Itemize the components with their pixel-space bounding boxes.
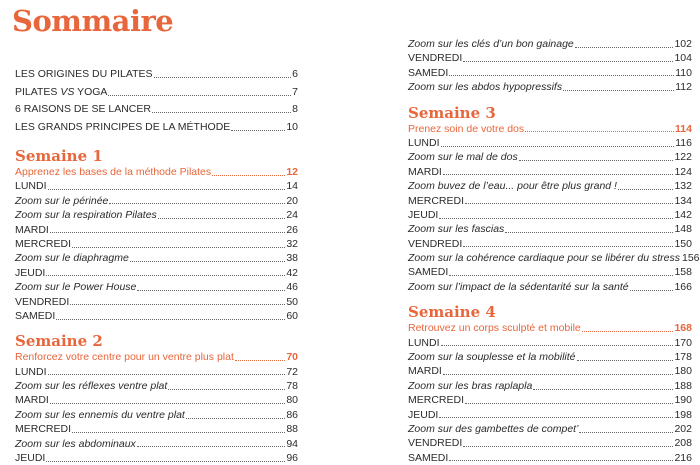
toc-left-column xyxy=(15,66,298,465)
toc-entry-label: JEUDI xyxy=(408,208,439,221)
intro-list xyxy=(15,66,298,136)
toc-entry[interactable] xyxy=(15,422,298,436)
dot-leader xyxy=(70,304,285,305)
toc-entry-label: Zoom sur les clés d’un bon gainage xyxy=(408,38,574,50)
week-title: Semaine 3 xyxy=(408,103,496,122)
dot-leader xyxy=(465,403,673,404)
toc-entry-page: 124 xyxy=(674,165,692,178)
dot-leader xyxy=(137,446,286,447)
week-2-continued xyxy=(408,37,692,95)
toc-entry[interactable] xyxy=(15,208,298,222)
toc-entry[interactable] xyxy=(408,51,692,65)
toc-entry-label: MERCREDI xyxy=(408,194,465,207)
toc-entry-page: 50 xyxy=(286,295,298,308)
toc-entry-page: 104 xyxy=(674,52,692,65)
toc-entry[interactable] xyxy=(15,266,298,280)
week-3-section xyxy=(408,103,700,295)
toc-entry-page: 38 xyxy=(286,252,298,265)
dot-leader xyxy=(439,218,673,219)
dot-leader xyxy=(575,47,674,48)
toc-entry-label: MARDI xyxy=(15,394,49,407)
toc-entry-page: 188 xyxy=(674,379,692,392)
toc-entry-label: JEUDI xyxy=(408,408,439,421)
toc-entry-page: 158 xyxy=(674,266,692,279)
dot-leader xyxy=(449,75,674,76)
toc-entry-label: SAMEDI xyxy=(15,309,56,322)
toc-entry-page: 32 xyxy=(286,237,298,250)
toc-entry-label: MERCREDI xyxy=(408,394,465,407)
toc-entry-page: 180 xyxy=(674,365,692,378)
dot-leader xyxy=(231,130,285,131)
toc-entry-page: 24 xyxy=(286,209,298,222)
dot-leader xyxy=(46,275,285,276)
toc-entry[interactable] xyxy=(408,150,692,164)
toc-entry-page: 208 xyxy=(674,437,692,450)
toc-entry[interactable] xyxy=(408,179,692,193)
week-subtitle-page: 12 xyxy=(286,166,298,178)
toc-entry-page: 88 xyxy=(286,423,298,436)
week-subtitle-label: Renforcez votre centre pour un ventre plus plat xyxy=(15,351,234,364)
toc-entry[interactable] xyxy=(408,436,692,450)
toc-entry[interactable] xyxy=(408,165,692,179)
toc-entry-page: 142 xyxy=(674,208,692,221)
page-title: Sommaire xyxy=(12,4,174,38)
toc-entry-page: 80 xyxy=(286,394,298,407)
toc-entry-label: Zoom sur la souplesse et la mobilité xyxy=(408,351,576,364)
dot-leader xyxy=(152,112,291,113)
dot-leader xyxy=(46,461,285,462)
dot-leader xyxy=(439,417,673,418)
toc-entry[interactable] xyxy=(408,66,692,80)
toc-entry[interactable] xyxy=(15,393,298,407)
dot-leader xyxy=(235,360,285,361)
week-4-section xyxy=(408,304,692,465)
toc-entry[interactable] xyxy=(408,364,692,378)
toc-entry-label: Zoom sur le diaphragme xyxy=(15,252,129,265)
toc-entry-label: 6 RAISONS DE SE LANCER xyxy=(15,103,151,115)
toc-entry-page: 72 xyxy=(286,365,298,378)
toc-entry-label: Zoom sur les fascias xyxy=(408,223,505,236)
week-subtitle-page: 168 xyxy=(674,322,692,335)
week-subtitle-page: 70 xyxy=(286,351,298,364)
toc-entry[interactable] xyxy=(408,280,692,294)
toc-entry-label: Zoom sur les abdominaux xyxy=(15,437,136,450)
toc-entry-page: 10 xyxy=(286,120,298,133)
week-subtitle-label: Apprenez les bases de la méthode Pilates xyxy=(15,166,212,178)
toc-entry-page: 198 xyxy=(674,408,692,421)
toc-entry[interactable] xyxy=(15,66,298,84)
week-subtitle[interactable] xyxy=(408,321,692,335)
toc-entry[interactable] xyxy=(408,379,692,393)
toc-entry[interactable] xyxy=(15,119,298,137)
toc-entry-label: PILATES VS YOGA xyxy=(15,85,108,98)
toc-entry-page: 122 xyxy=(674,151,692,164)
toc-entry-page: 116 xyxy=(675,136,692,149)
dot-leader xyxy=(525,131,674,132)
week-1-section xyxy=(15,148,298,323)
toc-entry-page: 110 xyxy=(675,66,692,79)
dot-leader xyxy=(463,446,673,447)
toc-entry[interactable] xyxy=(408,408,692,422)
toc-entry[interactable] xyxy=(408,451,692,465)
toc-entry-page: 26 xyxy=(286,223,298,236)
toc-entry-label: SAMEDI xyxy=(408,266,449,279)
toc-entry-page: 96 xyxy=(286,452,298,465)
toc-entry[interactable] xyxy=(15,408,298,422)
toc-entry-label: MERCREDI xyxy=(15,237,72,250)
dot-leader xyxy=(48,189,286,190)
toc-entry-label: Zoom sur l’impact de la sédentarité sur la santé xyxy=(408,280,629,293)
toc-entry-label: LUNDI xyxy=(15,365,47,378)
toc-entry-label: LES GRANDS PRINCIPES DE LA MÉTHODE xyxy=(15,120,231,133)
toc-entry-label: MARDI xyxy=(408,165,442,178)
toc-entry[interactable] xyxy=(15,451,298,465)
toc-entry-page: 178 xyxy=(674,351,692,364)
toc-entry-label: Zoom buvez de l’eau... pour être plus grand ! xyxy=(408,180,617,193)
toc-entry[interactable] xyxy=(408,237,692,251)
week-title: Semaine 2 xyxy=(15,332,103,351)
toc-right-column xyxy=(408,37,700,465)
toc-entry[interactable] xyxy=(15,223,298,237)
dot-leader xyxy=(579,432,673,433)
toc-entry-label: LUNDI xyxy=(408,336,440,349)
dot-leader xyxy=(582,331,674,332)
toc-entry[interactable] xyxy=(408,265,692,279)
dot-leader xyxy=(463,246,673,247)
toc-entry-page: 134 xyxy=(674,194,692,207)
toc-entry-label: JEUDI xyxy=(15,452,46,465)
toc-entry-page: 60 xyxy=(286,309,298,322)
toc-entry[interactable] xyxy=(408,350,692,364)
week-title: Semaine 4 xyxy=(408,303,496,322)
toc-entry-label: Zoom sur des gambettes de compet’ xyxy=(408,422,579,435)
toc-entry-label: LUNDI xyxy=(408,136,440,149)
toc-entry-label: VENDREDI xyxy=(408,52,463,65)
toc-entry-page: 86 xyxy=(286,408,298,421)
toc-entry[interactable] xyxy=(408,336,692,350)
toc-entry-label: MERCREDI xyxy=(15,423,72,436)
toc-entry[interactable] xyxy=(408,80,692,94)
toc-entry-label: SAMEDI xyxy=(408,451,449,464)
dot-leader xyxy=(108,95,291,96)
toc-entry-page: 42 xyxy=(286,266,298,279)
toc-entry-page: 7 xyxy=(292,85,298,98)
toc-entry-page: 46 xyxy=(286,281,298,294)
toc-entry[interactable] xyxy=(15,295,298,309)
dot-leader xyxy=(577,360,674,361)
toc-entry[interactable] xyxy=(15,379,298,393)
dot-leader xyxy=(48,374,286,375)
toc-entry-label: LUNDI xyxy=(15,180,47,193)
dot-leader xyxy=(443,174,674,175)
dot-leader xyxy=(109,203,285,204)
dot-leader xyxy=(449,460,673,461)
week-subtitle-page: 114 xyxy=(675,122,692,135)
dot-leader xyxy=(72,247,285,248)
dot-leader xyxy=(154,77,292,78)
dot-leader xyxy=(519,160,674,161)
toc-entry-page: 14 xyxy=(286,180,298,193)
toc-entry[interactable] xyxy=(15,280,298,294)
toc-entry-label: Zoom sur les ennemis du ventre plat xyxy=(15,408,185,421)
dot-leader xyxy=(441,146,675,147)
toc-entry-page: 148 xyxy=(674,223,692,236)
toc-entry[interactable] xyxy=(408,194,692,208)
toc-entry[interactable] xyxy=(15,194,298,208)
dot-leader xyxy=(449,275,673,276)
toc-entry-label: VENDREDI xyxy=(15,295,70,308)
toc-entry-page: 202 xyxy=(674,422,692,435)
dot-leader xyxy=(56,319,285,320)
toc-entry-label: JEUDI xyxy=(15,266,46,279)
toc-entry-page: 132 xyxy=(674,180,692,193)
toc-entry-label: LES ORIGINES DU PILATES xyxy=(15,68,153,80)
dot-leader xyxy=(465,203,673,204)
toc-entry[interactable] xyxy=(408,37,692,51)
toc-entry-page: 190 xyxy=(674,394,692,407)
toc-entry-label: MARDI xyxy=(15,223,49,236)
dot-leader xyxy=(463,61,673,62)
week-2-section xyxy=(15,333,298,465)
toc-entry[interactable] xyxy=(408,208,692,222)
dot-leader xyxy=(72,432,285,433)
toc-entry[interactable] xyxy=(15,84,298,102)
toc-entry-page: 102 xyxy=(674,38,692,50)
toc-entry[interactable] xyxy=(408,393,692,407)
dot-leader xyxy=(186,418,285,419)
toc-entry[interactable] xyxy=(15,101,298,119)
dot-leader xyxy=(137,290,285,291)
dot-leader xyxy=(168,389,285,390)
toc-entry-label: MARDI xyxy=(408,365,442,378)
toc-entry[interactable] xyxy=(15,237,298,251)
toc-entry-page: 78 xyxy=(286,380,298,393)
week-subtitle-label: Retrouvez un corps sculpté et mobile xyxy=(408,322,581,335)
dot-leader xyxy=(533,389,673,390)
toc-entry-label: Zoom sur les réflexes ventre plat xyxy=(15,380,168,393)
dot-leader xyxy=(158,218,286,219)
toc-entry-page: 216 xyxy=(674,451,692,464)
dot-leader xyxy=(563,90,674,91)
week-subtitle[interactable] xyxy=(15,350,298,364)
dot-leader xyxy=(441,345,674,346)
toc-entry-label: Zoom sur la cohérence cardiaque pour se libérer du stress xyxy=(408,252,680,265)
toc-entry-page: 112 xyxy=(675,81,692,94)
toc-entry-label: Zoom sur les bras raplapla xyxy=(408,379,533,392)
toc-entry-label: Zoom sur le périnée xyxy=(15,194,109,207)
dot-leader xyxy=(505,232,673,233)
toc-entry[interactable] xyxy=(15,437,298,451)
toc-entry[interactable] xyxy=(15,309,298,323)
toc-entry-label: Zoom sur le mal de dos xyxy=(408,151,518,164)
dot-leader xyxy=(630,290,674,291)
week-title: Semaine 1 xyxy=(15,147,103,165)
week-subtitle-label: Prenez soin de votre dos xyxy=(408,122,525,135)
dot-leader xyxy=(443,374,674,375)
toc-entry-label: Zoom sur les abdos hypopressifs xyxy=(408,81,563,94)
toc-entry[interactable] xyxy=(408,251,700,265)
week-subtitle[interactable] xyxy=(15,165,298,179)
week-subtitle[interactable] xyxy=(408,122,692,136)
dot-leader xyxy=(50,232,285,233)
toc-entry-label: Zoom sur le Power House xyxy=(15,281,137,294)
dot-leader xyxy=(50,403,285,404)
toc-entry-page: 8 xyxy=(292,103,298,115)
dot-leader xyxy=(130,261,286,262)
toc-entry-page: 166 xyxy=(674,280,692,293)
toc-entry-label: VENDREDI xyxy=(408,437,463,450)
toc-entry[interactable] xyxy=(15,179,298,193)
toc-entry-page: 94 xyxy=(286,437,298,450)
toc-entry[interactable] xyxy=(15,251,298,265)
toc-entry-label: SAMEDI xyxy=(408,66,449,79)
toc-entry-page: 150 xyxy=(674,237,692,250)
toc-entry-page: 170 xyxy=(674,336,692,349)
toc-entry[interactable] xyxy=(408,422,692,436)
toc-entry[interactable] xyxy=(15,365,298,379)
dot-leader xyxy=(618,189,674,190)
toc-entry[interactable] xyxy=(408,136,692,150)
toc-entry[interactable] xyxy=(408,222,692,236)
toc-entry-label: Zoom sur la respiration Pilates xyxy=(15,209,157,222)
toc-entry-label: VENDREDI xyxy=(408,237,463,250)
toc-entry-page: 6 xyxy=(292,68,298,80)
toc-entry-page: 20 xyxy=(286,194,298,207)
dot-leader xyxy=(212,175,285,176)
toc-entry-page: 156 xyxy=(681,252,700,265)
